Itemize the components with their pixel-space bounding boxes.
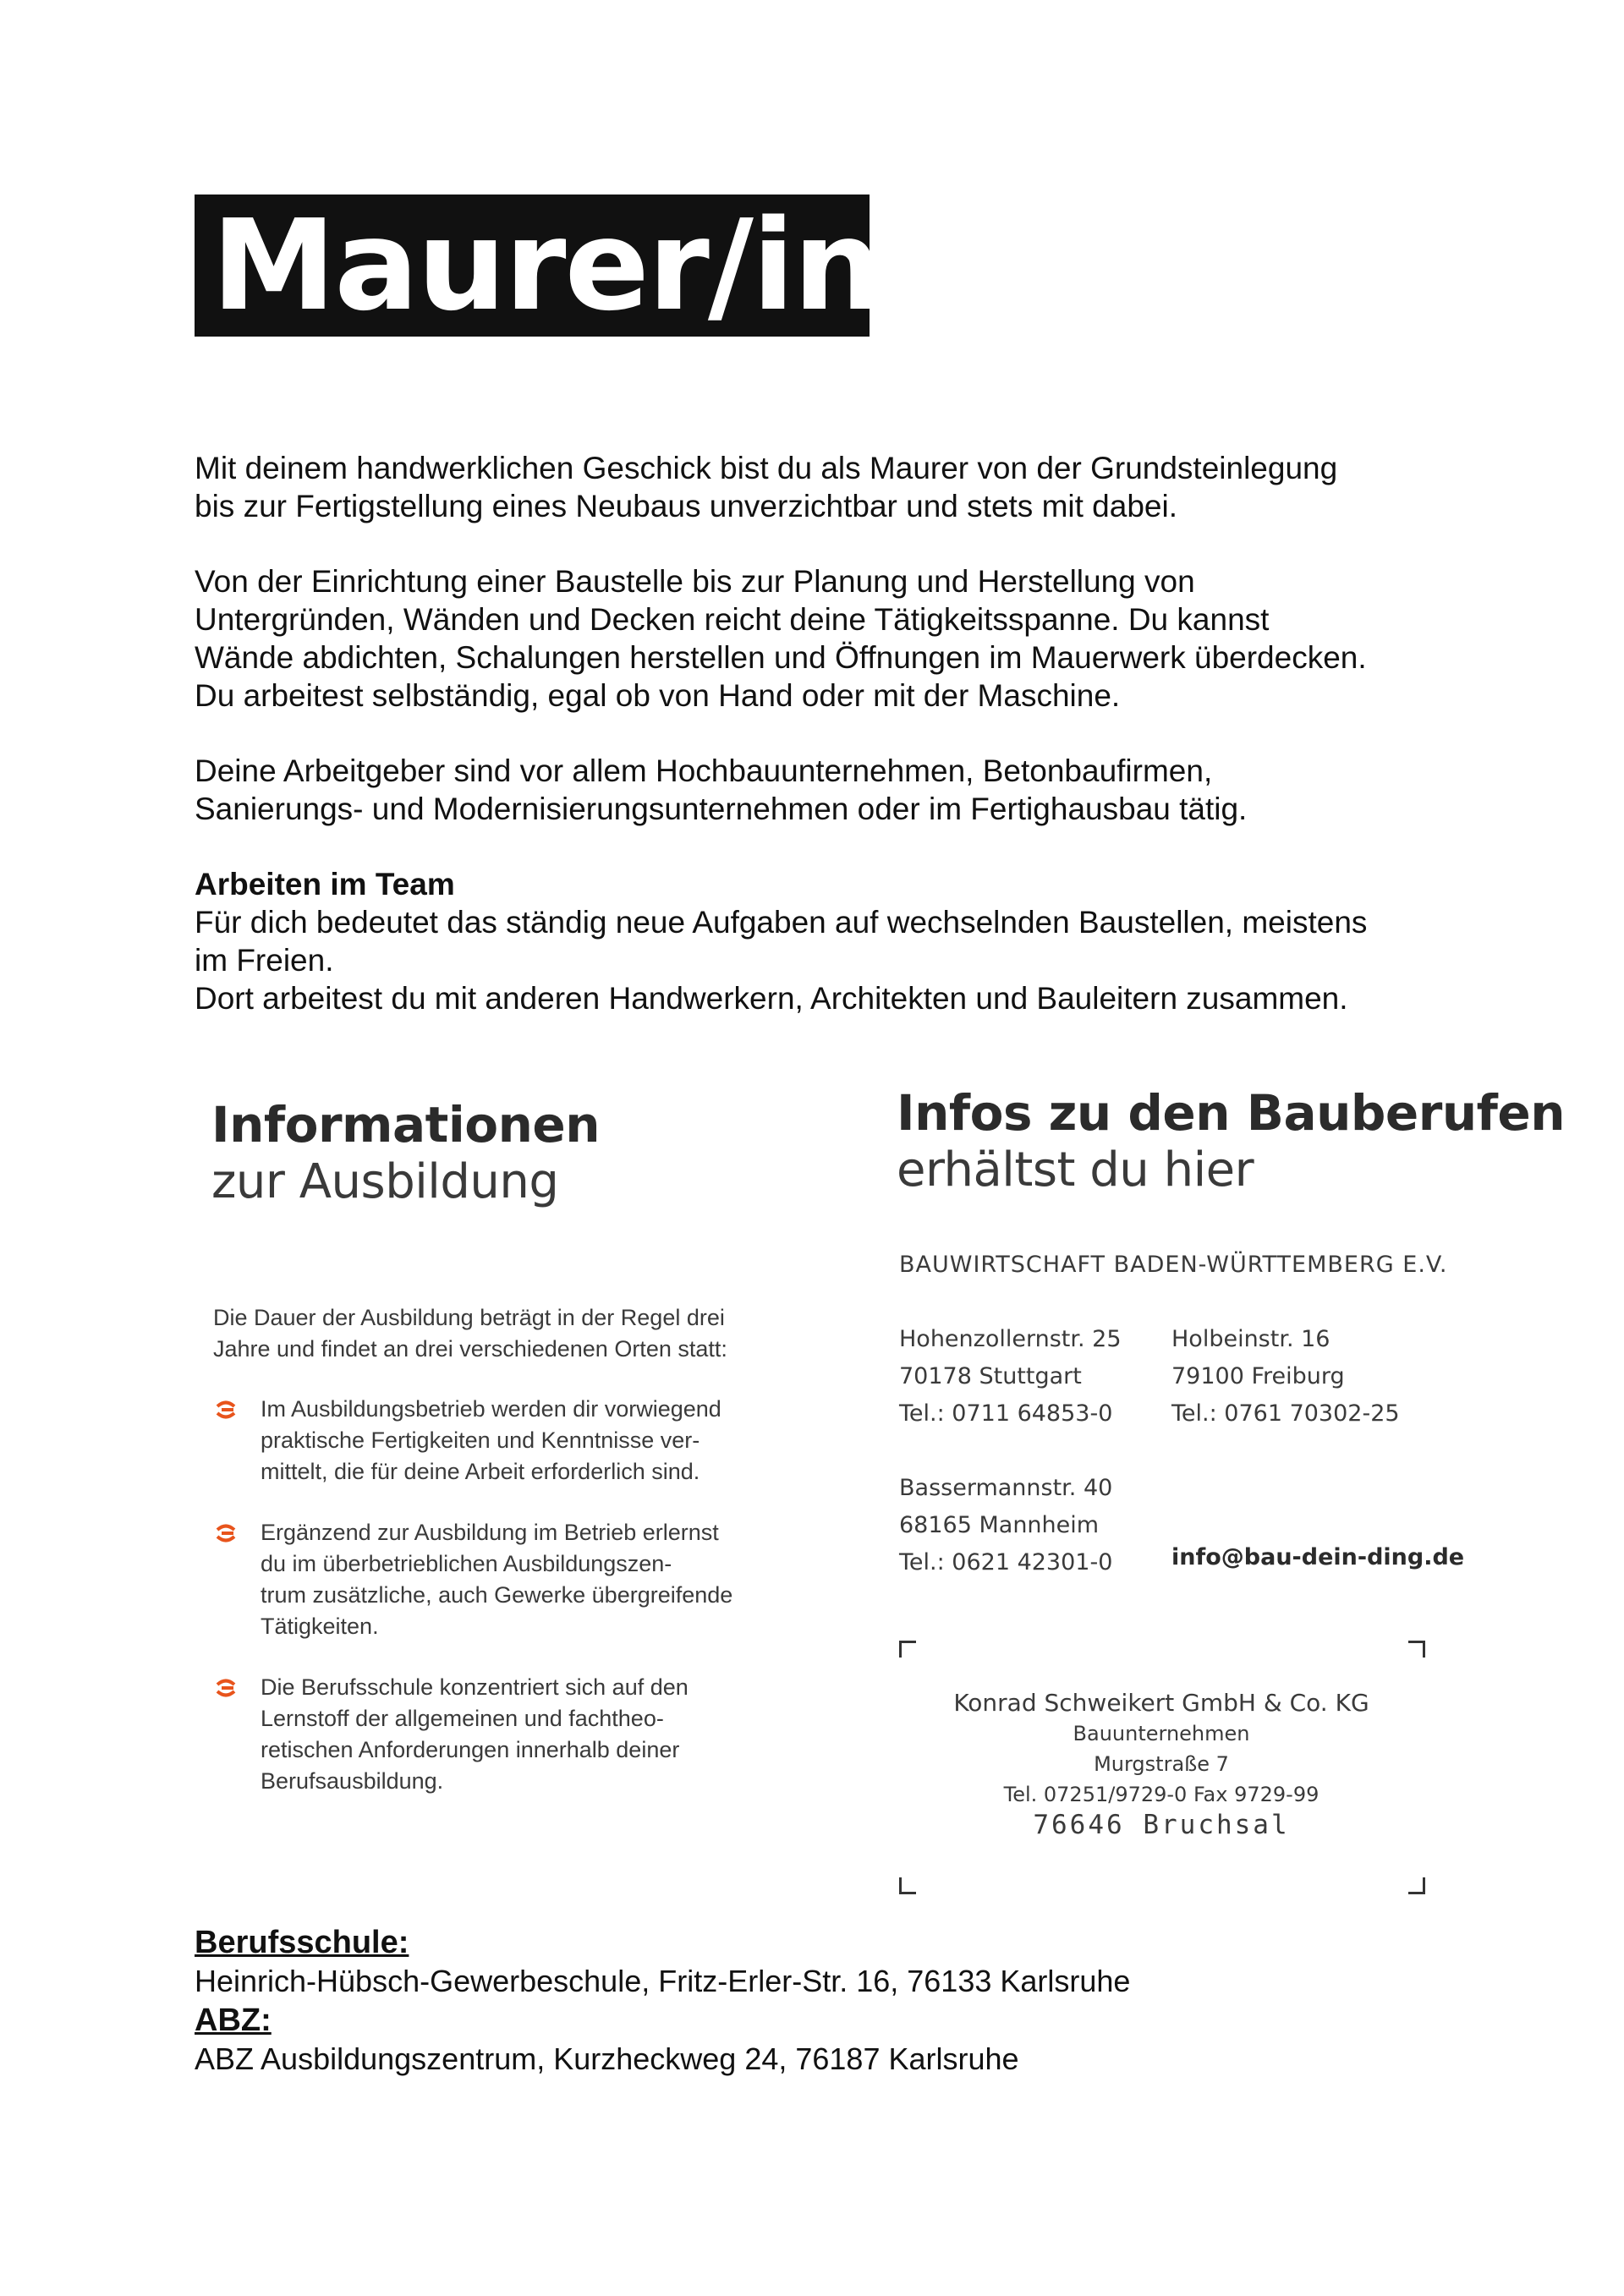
text-line: Dort arbeitest du mit anderen Handwerkern, Architekten und Bauleitern zusammen. <box>195 981 1348 1016</box>
text-line: Für dich bedeutet das ständig neue Aufgaben auf wechselnden Baustellen, meistens <box>195 905 1368 940</box>
berufsschule-label: Berufsschule: <box>195 1925 409 1960</box>
organization-name: BAUWIRTSCHAFT BADEN-WÜRTTEMBERG E.V. <box>899 1252 1448 1278</box>
berufsschule-address: Heinrich-Hübsch-Gewerbeschule, Fritz-Erler-Str. 16, 76133 Karlsruhe <box>195 1964 1131 1998</box>
text-line: Die Dauer der Ausbildung beträgt in der Regel drei <box>213 1305 725 1330</box>
stamp-corner-mark <box>899 1877 916 1894</box>
text-line: Du arbeitest selbständig, egal ob von Hand oder mit der Maschine. <box>195 678 1121 713</box>
text-line: Tätigkeiten. <box>261 1614 379 1639</box>
stamp-text <box>950 1688 1373 1840</box>
bauberufe-heading: Infos zu den Bauberufen <box>897 1084 1565 1142</box>
berufsschule-section <box>195 1923 1463 2001</box>
text-line: trum zusätzliche, auch Gewerke übergreifende <box>261 1582 733 1608</box>
address-line: 70178 Stuttgart <box>899 1363 1082 1389</box>
company-stamp <box>899 1641 1425 1894</box>
stamp-street: Murgstraße 7 <box>1094 1752 1229 1776</box>
text-line: Mit deinem handwerklichen Geschick bist du als Maurer von der Grundsteinlegung <box>195 451 1338 485</box>
team-section <box>195 865 1463 1017</box>
text-line: Deine Arbeitgeber sind vor allem Hochbauunternehmen, Betonbaufirmen, <box>195 753 1213 788</box>
address-line: 79100 Freiburg <box>1171 1363 1345 1389</box>
address-line: Tel.: 0711 64853-0 <box>899 1400 1113 1427</box>
address-freiburg <box>1171 1321 1400 1433</box>
text-line: praktische Fertigkeiten und Kenntnisse ver- <box>261 1427 700 1453</box>
abz-address: ABZ Ausbildungszentrum, Kurzheckweg 24, 76187 Karlsruhe <box>195 2041 1019 2076</box>
intro-paragraph-3 <box>195 752 1463 828</box>
text-line: bis zur Fertigstellung eines Neubaus unverzichtbar und stets mit dabei. <box>195 489 1177 523</box>
contact-email: info@bau-dein-ding.de <box>1171 1544 1465 1570</box>
ausbildung-intro <box>213 1302 771 1365</box>
arrow-bullet-icon <box>215 1524 237 1543</box>
list-item <box>213 1394 771 1488</box>
text-line: mittelt, die für deine Arbeit erforderlich sind. <box>261 1459 700 1484</box>
stamp-city: 76646 Bruchsal <box>1033 1810 1290 1840</box>
arrow-bullet-icon <box>215 1679 237 1697</box>
ausbildung-bullet-list <box>213 1394 771 1827</box>
abz-section <box>195 2001 1463 2079</box>
stamp-corner-mark <box>1408 1641 1425 1658</box>
text-line: Untergründen, Wänden und Decken reicht deine Tätigkeitsspanne. Du kannst <box>195 602 1270 637</box>
list-item <box>213 1517 771 1642</box>
address-line: Tel.: 0621 42301-0 <box>899 1549 1113 1575</box>
intro-paragraph-2 <box>195 562 1463 715</box>
list-item <box>213 1672 771 1797</box>
address-line: Hohenzollernstr. 25 <box>899 1326 1122 1352</box>
stamp-corner-mark <box>899 1641 916 1658</box>
text-line: im Freien. <box>195 943 334 978</box>
bauberufe-subheading: erhältst du hier <box>897 1143 1254 1197</box>
ausbildung-header <box>211 1096 600 1211</box>
text-line: Jahre und findet an drei verschiedenen Orten statt: <box>213 1336 727 1362</box>
text-line: Ergänzend zur Ausbildung im Betrieb erlernst <box>261 1520 719 1545</box>
text-line: retischen Anforderungen innerhalb deiner <box>261 1737 680 1762</box>
text-line: Berufsausbildung. <box>261 1768 444 1794</box>
abz-label: ABZ: <box>195 2003 272 2038</box>
title-banner <box>195 193 881 338</box>
text-line: Lernstoff der allgemeinen und fachtheo- <box>261 1706 664 1731</box>
address-line: Holbeinstr. 16 <box>1171 1326 1330 1352</box>
address-line: 68165 Mannheim <box>899 1512 1100 1538</box>
bauberufe-header <box>897 1084 1565 1199</box>
address-line: Bassermannstr. 40 <box>899 1475 1113 1501</box>
text-line: Von der Einrichtung einer Baustelle bis zur Planung und Herstellung von <box>195 564 1195 599</box>
intro-paragraph-1 <box>195 449 1463 525</box>
text-line: Die Berufsschule konzentriert sich auf den <box>261 1674 689 1700</box>
stamp-company-type: Bauunternehmen <box>1073 1722 1250 1745</box>
stamp-phone: Tel. 07251/9729-0 Fax 9729-99 <box>1003 1783 1320 1806</box>
address-stuttgart <box>899 1321 1122 1433</box>
text-line: Sanierungs- und Modernisierungsunternehmen oder im Fertighausbau tätig. <box>195 792 1248 826</box>
text-line: du im überbetrieblichen Ausbildungszen- <box>261 1551 672 1576</box>
team-heading: Arbeiten im Team <box>195 867 455 901</box>
ausbildung-heading: Informationen <box>211 1096 601 1153</box>
page-title: Maurer/in <box>211 193 881 338</box>
stamp-corner-mark <box>1408 1877 1425 1894</box>
address-line: Tel.: 0761 70302-25 <box>1171 1400 1400 1427</box>
ausbildung-subheading: zur Ausbildung <box>211 1154 559 1209</box>
address-mannheim <box>899 1470 1112 1581</box>
text-line: Im Ausbildungsbetrieb werden dir vorwiegend <box>261 1396 721 1422</box>
arrow-bullet-icon <box>215 1400 237 1419</box>
text-line: Wände abdichten, Schalungen herstellen und Öffnungen im Mauerwerk überdecken. <box>195 640 1367 675</box>
stamp-company-name: Konrad Schweikert GmbH & Co. KG <box>953 1689 1369 1717</box>
